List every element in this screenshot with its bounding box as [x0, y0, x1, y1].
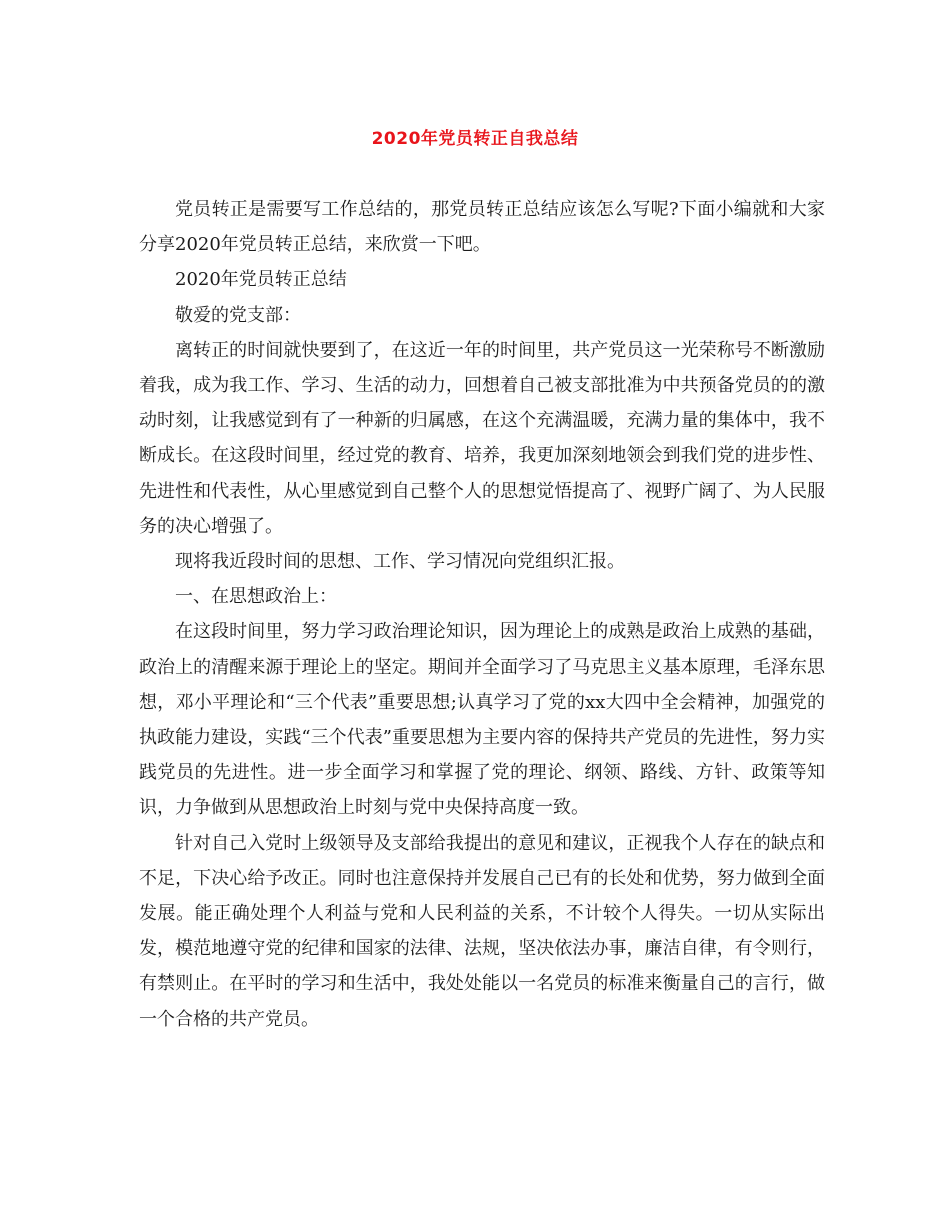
report-intro-line: 现将我近段时间的思想、工作、学习情况向党组织汇报。 [175, 551, 625, 573]
salutation: 敬爱的党支部： [175, 304, 301, 326]
subheading-summary: 2020年党员转正总结 [175, 269, 347, 291]
intro-paragraph: 党员转正是需要写工作总结的，那党员转正总结应该怎么写呢?下面小编就和大家分享2020年党员转正总结，来欣赏一下吧。 [139, 199, 825, 256]
body-paragraph: 在这段时间里，努力学习政治理论知识，因为理论上的成熟是政治上成熟的基础，政治上的清醒来源于理论上的坚定。期间并全面学习了马克思主义基本原理，毛泽东思想，邓小平理论和“三个代表”重要思想;认真学习了党的xx大四中全会精神，加强党的执政能力建设，实践“三个代表”重要思想为主要内容的保持共产党员的先进性，努力实践党员的先进性。进一步全面学习和掌握了党的理论、纲领、路线、方针、政策等知识，力争做到从思想政治上时刻与党中央保持高度一致。 [139, 621, 825, 819]
section-heading-political-thought: 一、在思想政治上： [175, 586, 337, 608]
document-body [139, 192, 825, 1037]
document-title: 2020年党员转正自我总结 [371, 129, 579, 149]
body-paragraph: 针对自己入党时上级领导及支部给我提出的意见和建议，正视我个人存在的缺点和不足，下决心给予改正。同时也注意保持并发展自己已有的长处和优势，努力做到全面发展。能正确处理个人利益与党和人民利益的关系，不计较个人得失。一切从实际出发，模范地遵守党的纪律和国家的法律、法规，坚决依法办事，廉洁自律，有令则行，有禁则止。在平时的学习和生活中，我处处能以一名党员的标准来衡量自己的言行，做一个合格的共产党员。 [139, 832, 825, 1030]
body-paragraph: 离转正的时间就快要到了，在这近一年的时间里，共产党员这一光荣称号不断激励着我，成为我工作、学习、生活的动力，回想着自己被支部批准为中共预备党员的的激动时刻，让我感觉到有了一种新的归属感，在这个充满温暖，充满力量的集体中，我不断成长。在这段时间里，经过党的教育、培养，我更加深刻地领会到我们党的进步性、先进性和代表性，从心里感觉到自己整个人的思想觉悟提高了、视野广阔了、为人民服务的决心增强了。 [139, 339, 825, 537]
